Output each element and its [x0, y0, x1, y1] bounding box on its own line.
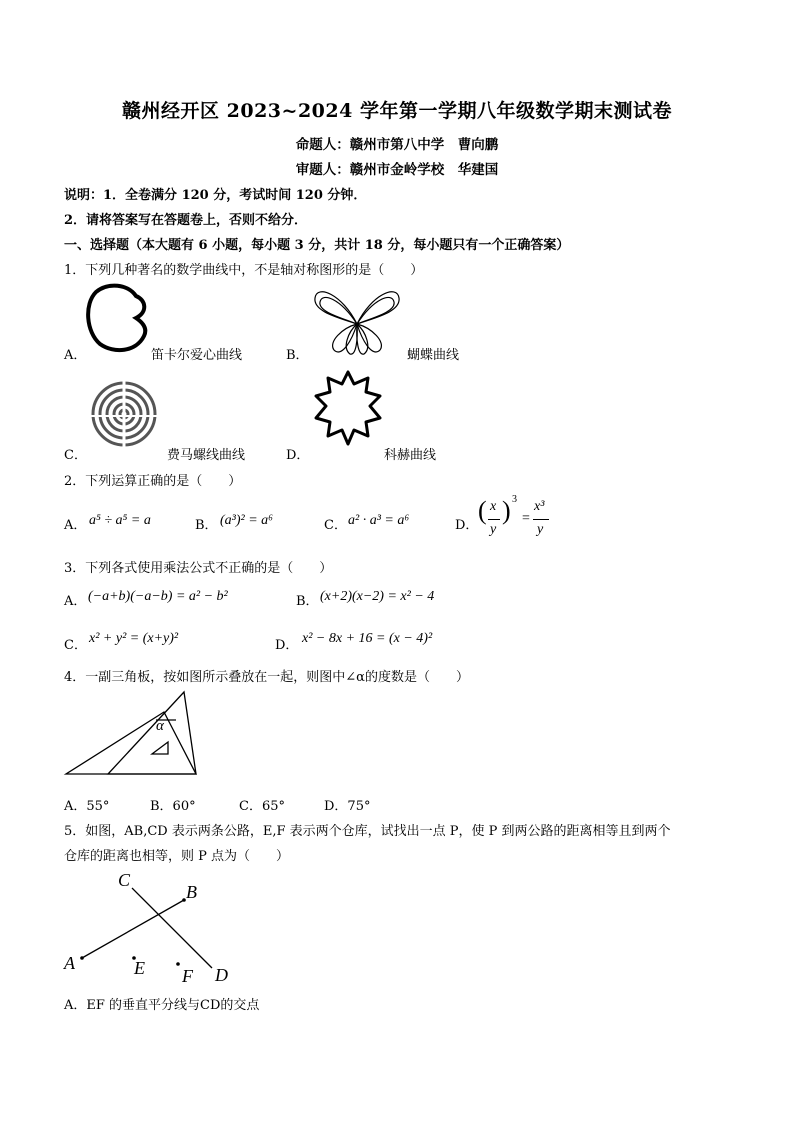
q1-d-letter: D． [286, 448, 310, 463]
q2-d-rnum: x³ [534, 499, 545, 514]
q2-d-paren-right: ) [502, 496, 511, 525]
q2-d-frac-bar [488, 519, 500, 520]
q2-d-rfrac-bar [533, 519, 549, 520]
q1-stem: 1．下列几种著名的数学曲线中，不是轴对称图形的是（ ） [64, 263, 424, 278]
q2-d-letter: D． [455, 518, 479, 533]
author-line: 命题人：赣州市第八中学 曹向鹏 [295, 137, 499, 153]
q2-b-letter: B． [195, 518, 218, 533]
butterfly-figure [312, 284, 402, 358]
fermat-spiral-figure [90, 380, 158, 448]
note-1: 说明：1．全卷满分 120 分，考试时间 120 分钟． [64, 188, 367, 203]
q4-option-a: A．55° [64, 799, 110, 814]
q4-option-c: C．65° [239, 799, 285, 814]
q3-c-expr: x² + y² = (x+y)² [89, 631, 179, 646]
q1-c-letter: C． [64, 448, 87, 463]
q4-option-d: D．75° [324, 799, 371, 814]
q2-d-num: x [490, 499, 497, 514]
note-2: 2．请将答案写在答题卷上，否则不给分． [64, 213, 308, 228]
roads-figure [60, 870, 240, 990]
q2-c-expr: a² · a³ = a⁶ [348, 513, 410, 528]
q5-stem-line-1: 5．如图，AB,CD 表示两条公路，E,F 表示两个仓库，试找出一点 P，使 P 到两公路的距离相等且到两个 [64, 824, 671, 839]
q1-b-letter: B． [286, 348, 309, 363]
q3-stem: 3．下列各式使用乘法公式不正确的是（ ） [64, 561, 333, 576]
q5-label-b: B [186, 882, 197, 902]
q1-b-label: 蝴蝶曲线 [407, 348, 460, 363]
q3-b-letter: B． [296, 594, 319, 609]
page-title: 赣州经开区 2023~2024 学年第一学期八年级数学期末测试卷 [122, 100, 672, 122]
q2-d-equals: = [522, 511, 530, 526]
q2-a-letter: A． [64, 518, 87, 533]
q3-b-expr: (x+2)(x−2) = x² − 4 [320, 589, 435, 604]
q3-d-letter: D． [275, 638, 299, 653]
q3-d-expr: x² − 8x + 16 = (x − 4)² [302, 631, 433, 646]
q1-c-label: 费马螺线曲线 [167, 448, 246, 463]
q2-stem: 2．下列运算正确的是（ ） [64, 474, 242, 489]
q1-a-label: 笛卡尔爱心曲线 [151, 348, 243, 363]
cardioid-figure [84, 282, 154, 354]
q1-a-letter: A． [64, 348, 87, 363]
q2-d-paren-left: ( [478, 496, 487, 525]
q4-stem: 4．一副三角板，按如图所示叠放在一起，则图中∠α的度数是（ ） [64, 670, 469, 685]
q5-option-a: A．EF 的垂直平分线与CD的交点 [64, 998, 260, 1013]
q2-a-expr: a⁵ ÷ a⁵ = a [89, 513, 151, 528]
q5-label-d: D [215, 965, 228, 985]
q5-label-a: A [64, 953, 75, 973]
q2-c-letter: C． [324, 518, 347, 533]
q2-d-rden: y [537, 522, 544, 537]
q2-b-expr: (a³)² = a⁶ [220, 513, 274, 528]
q5-label-c: C [118, 870, 131, 890]
q2-d-den: y [490, 522, 497, 537]
q5-stem-line-2: 仓库的距离也相等，则 P 点为（ ） [64, 849, 290, 864]
q4-alpha-label: α [156, 718, 164, 734]
q4-option-b: B．60° [150, 799, 196, 814]
section-heading: 一、选择题（本大题有 6 小题，每小题 3 分，共计 18 分，每小题只有一个正确答案） [64, 238, 570, 253]
q2-d-exp: 3 [512, 494, 517, 505]
q5-label-e: E [134, 958, 145, 978]
q5-label-f: F [182, 966, 193, 986]
q3-a-expr: (−a+b)(−a−b) = a² − b² [88, 589, 228, 604]
reviewer-line: 审题人：赣州市金岭学校 华建国 [295, 162, 499, 178]
triangle-set-figure [64, 690, 204, 780]
q1-d-label: 科赫曲线 [384, 448, 437, 463]
q3-a-letter: A． [64, 594, 87, 609]
koch-curve-figure [312, 370, 384, 446]
q3-c-letter: C． [64, 638, 87, 653]
